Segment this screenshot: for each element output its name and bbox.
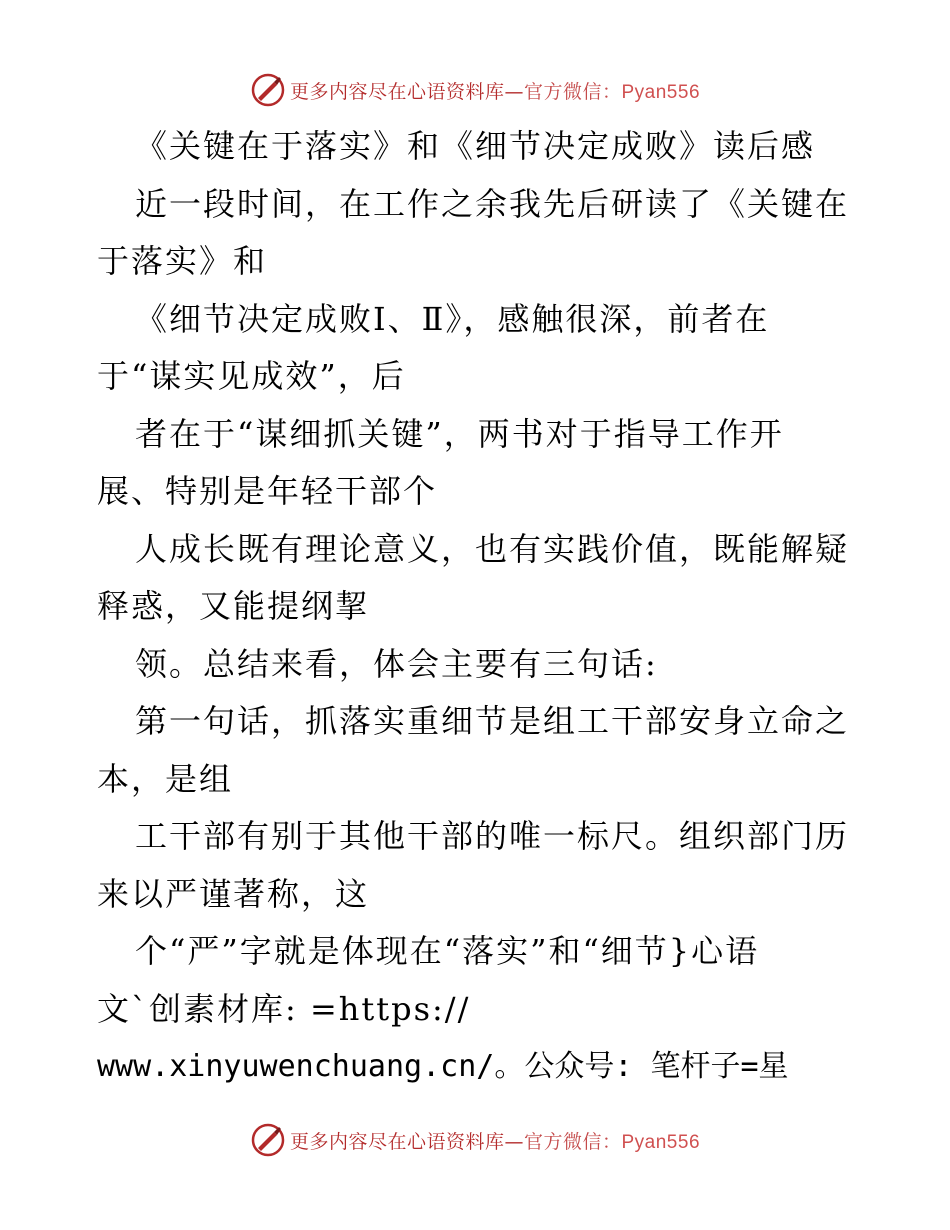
text-line: 工干部有别于其他干部的唯一标尺。组织部门历	[135, 817, 850, 855]
banner-wechat-label: 官方微信：	[523, 1130, 622, 1153]
document-title: 《关键在于落实》和《细节决定成败》读后感	[135, 127, 816, 165]
pen-logo-icon	[250, 72, 286, 108]
text-line: 来以严谨著称，这	[97, 874, 370, 913]
banner-wechat-id: Pyan556	[621, 81, 701, 103]
banner-dash: —	[504, 1130, 524, 1153]
text-line: www.xinyuwenchuang.cn/。公众号: 笔杆子=星	[97, 1049, 789, 1084]
header-banner	[0, 70, 950, 110]
text-line: 《细节决定成败Ⅰ、Ⅱ》，感触很深，前者在	[135, 299, 770, 338]
text-line: 释惑，又能提纲挈	[97, 587, 370, 625]
footer-banner	[0, 1120, 950, 1160]
text-line: 于落实》和	[97, 242, 268, 280]
text-line: 于“谋实见成效”，后	[97, 357, 406, 395]
document-body	[97, 124, 857, 1090]
text-line: 第一句话，抓落实重细节是组工干部安身立命之	[135, 702, 850, 740]
banner-main-text: 更多内容尽在心语资料库	[289, 1130, 505, 1153]
banner-text	[290, 1127, 700, 1154]
text-line: 者在于“谋细抓关键”，两书对于指导工作开	[135, 414, 784, 453]
pen-logo-icon	[250, 1122, 286, 1158]
text-line: 近一段时间，在工作之余我先后研读了《关键在	[135, 184, 850, 223]
banner-wechat-label: 官方微信：	[523, 80, 622, 103]
banner-dash: —	[504, 80, 524, 103]
text-line: 文`创素材库: =https://	[97, 989, 471, 1028]
text-line: 人成长既有理论意义，也有实践价值，既能解疑	[135, 529, 850, 568]
text-line: 展、特别是年轻干部个	[97, 472, 438, 510]
banner-text	[290, 77, 700, 104]
banner-wechat-id: Pyan556	[621, 1131, 701, 1153]
banner-main-text: 更多内容尽在心语资料库	[289, 80, 505, 103]
text-line: 个“严”字就是体现在“落实”和“细节}心语	[135, 932, 760, 970]
text-line: 领。总结来看，体会主要有三句话:	[135, 644, 658, 683]
text-line: 本，是组	[97, 759, 234, 798]
